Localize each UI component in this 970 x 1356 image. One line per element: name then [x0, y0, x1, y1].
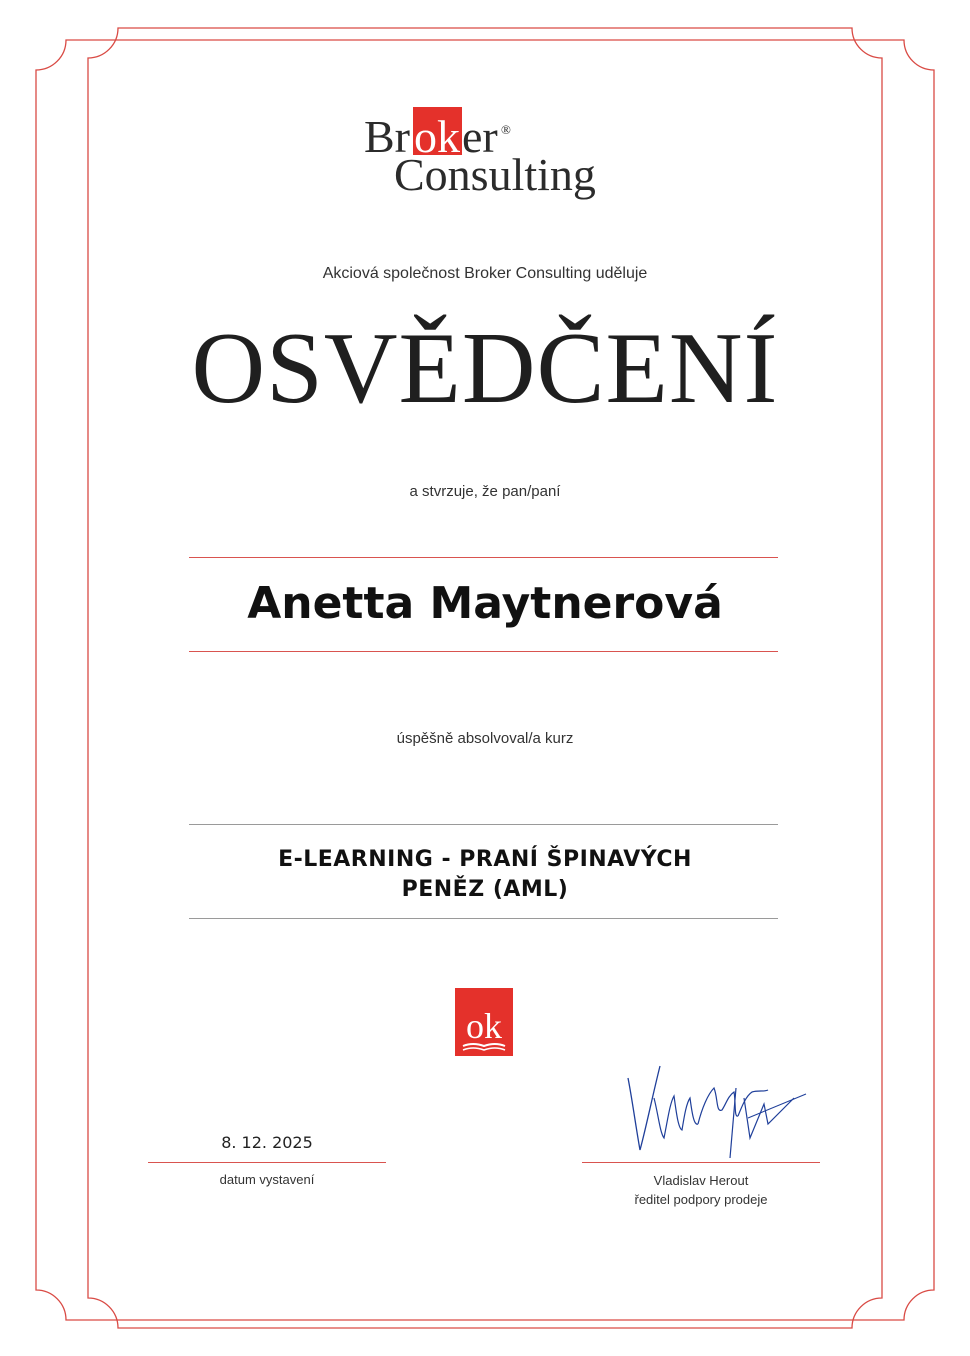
course-name-line2: PENĚZ (AML) [401, 877, 569, 902]
issuer-intro: Akciová společnost Broker Consulting uděluje [322, 265, 648, 282]
certificate-title: OSVĚDČENÍ [191, 312, 779, 425]
handwritten-signature-icon [618, 1058, 808, 1163]
logo-text-ok: ok [414, 111, 460, 162]
issue-date: 8. 12. 2025 [221, 1133, 313, 1152]
signatory-name: Vladislav Herout [653, 1173, 749, 1188]
logo-text-br: Br [364, 111, 410, 162]
name-top-rule [189, 557, 778, 558]
logo-text-consulting: Consulting [394, 149, 596, 200]
broker-consulting-logo [364, 106, 614, 206]
course-top-rule [189, 824, 778, 825]
logo-text-er: er [462, 111, 498, 162]
course-name [0, 845, 970, 905]
signatory-role: ředitel podpory prodeje [634, 1192, 768, 1207]
registered-mark: ® [501, 122, 511, 137]
completed-text: úspěšně absolvoval/a kurz [396, 730, 574, 747]
date-rule [148, 1162, 386, 1163]
ok-logo-text: ok [466, 1006, 502, 1046]
recipient-name: Anetta Maytnerová [247, 578, 723, 629]
issue-date-label: datum vystavení [219, 1172, 315, 1187]
name-bottom-rule [189, 651, 778, 652]
course-name-line1: E-LEARNING - PRANÍ ŠPINAVÝCH [278, 847, 692, 872]
course-bottom-rule [189, 918, 778, 919]
confirm-text: a stvrzuje, že pan/paní [409, 483, 561, 500]
signatory-block [582, 1171, 820, 1209]
signature-rule [582, 1162, 820, 1163]
ok-logo [455, 988, 513, 1056]
